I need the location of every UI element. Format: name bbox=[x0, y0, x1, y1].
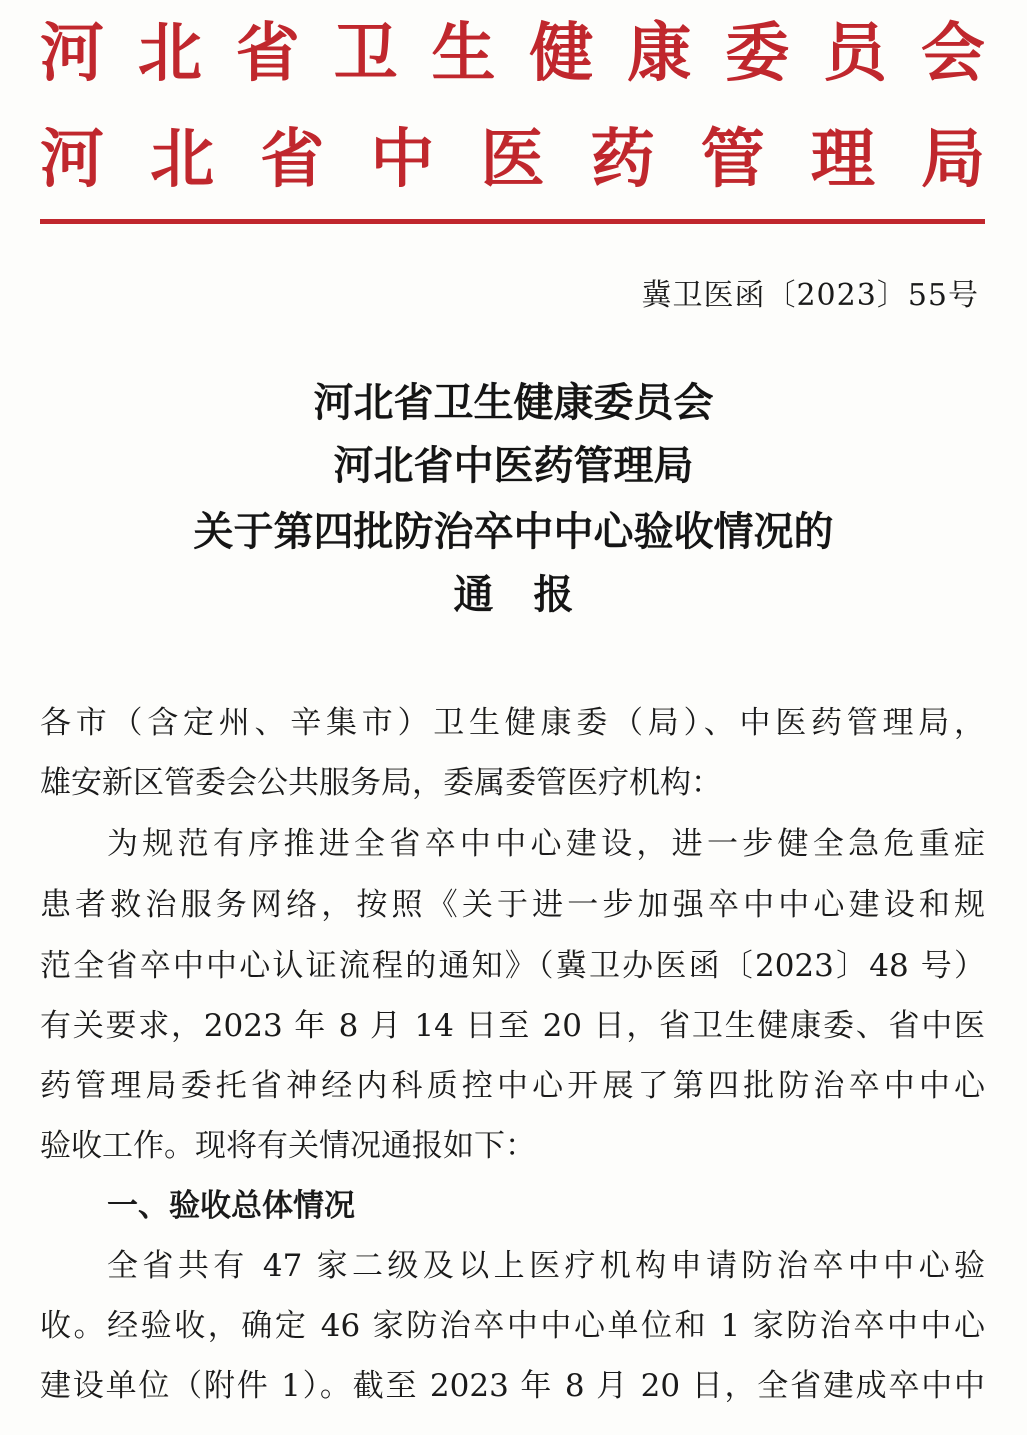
issuer-char: 医 bbox=[480, 122, 545, 197]
issuer-char: 省 bbox=[260, 122, 325, 197]
issuer-char: 局 bbox=[921, 122, 985, 197]
paragraph-1-line-5: 药管理局委托省神经内科质控中心开展了第四批防治卒中中心 bbox=[40, 1068, 985, 1104]
issuer-name-tcm-bureau bbox=[40, 122, 985, 197]
paragraph-1-line-6: 验收工作。现将有关情况通报如下： bbox=[40, 1128, 536, 1164]
paragraph-1-line-1: 为规范有序推进全省卒中中心建设，进一步健全急危重症 bbox=[107, 826, 985, 862]
issuer-char: 生 bbox=[431, 16, 496, 91]
issuer-char: 中 bbox=[370, 122, 435, 197]
issuer-char: 康 bbox=[627, 16, 692, 91]
issuer-char: 卫 bbox=[333, 16, 398, 91]
document-number: 冀卫医函〔2023〕55号 bbox=[641, 278, 979, 313]
paragraph-1-line-4: 有关要求，2023 年 8 月 14 日至 20 日，省卫生健康委、省中医 bbox=[40, 1008, 985, 1044]
issuer-char: 省 bbox=[235, 16, 300, 91]
issuer-char: 委 bbox=[725, 16, 790, 91]
paragraph-1-line-3: 范全省卒中中心认证流程的通知》（冀卫办医函〔2023〕48 号） bbox=[40, 948, 985, 984]
issuer-char: 管 bbox=[700, 122, 765, 197]
paragraph-2-line-3: 建设单位（附件 1）。截至 2023 年 8 月 20 日，全省建成卒中中 bbox=[40, 1368, 985, 1404]
issuer-char: 健 bbox=[529, 16, 594, 91]
letterhead-divider bbox=[40, 219, 985, 224]
paragraph-1-line-2: 患者救治服务网络，按照《关于进一步加强卒中中心建设和规 bbox=[40, 887, 985, 923]
issuer-name-health-commission bbox=[40, 16, 985, 91]
issuer-char: 北 bbox=[150, 122, 215, 197]
issuer-char: 会 bbox=[920, 16, 985, 91]
addressee-line-2: 雄安新区管委会公共服务局，委属委管医疗机构： bbox=[40, 765, 722, 801]
addressee-line-1: 各市（含定州、辛集市）卫生健康委（局）、中医药管理局， bbox=[40, 705, 985, 741]
issuer-char: 河 bbox=[40, 16, 104, 91]
title-line-4: 通报 bbox=[453, 572, 614, 618]
issuer-char: 理 bbox=[810, 122, 875, 197]
paragraph-2-line-2: 收。经验收，确定 46 家防治卒中中心单位和 1 家防治卒中中心 bbox=[40, 1308, 985, 1344]
issuer-char: 药 bbox=[590, 122, 655, 197]
title-line-3: 关于第四批防治卒中中心验收情况的 bbox=[193, 509, 834, 555]
title-line-1: 河北省卫生健康委员会 bbox=[313, 380, 714, 426]
paragraph-2-line-1: 全省共有 47 家二级及以上医疗机构申请防治卒中中心验 bbox=[107, 1248, 985, 1284]
issuer-char: 河 bbox=[40, 122, 104, 197]
issuer-char: 北 bbox=[137, 16, 202, 91]
issuer-char: 员 bbox=[823, 16, 887, 91]
title-line-2: 河北省中医药管理局 bbox=[333, 443, 694, 489]
section-1-heading: 一、验收总体情况 bbox=[107, 1188, 355, 1224]
